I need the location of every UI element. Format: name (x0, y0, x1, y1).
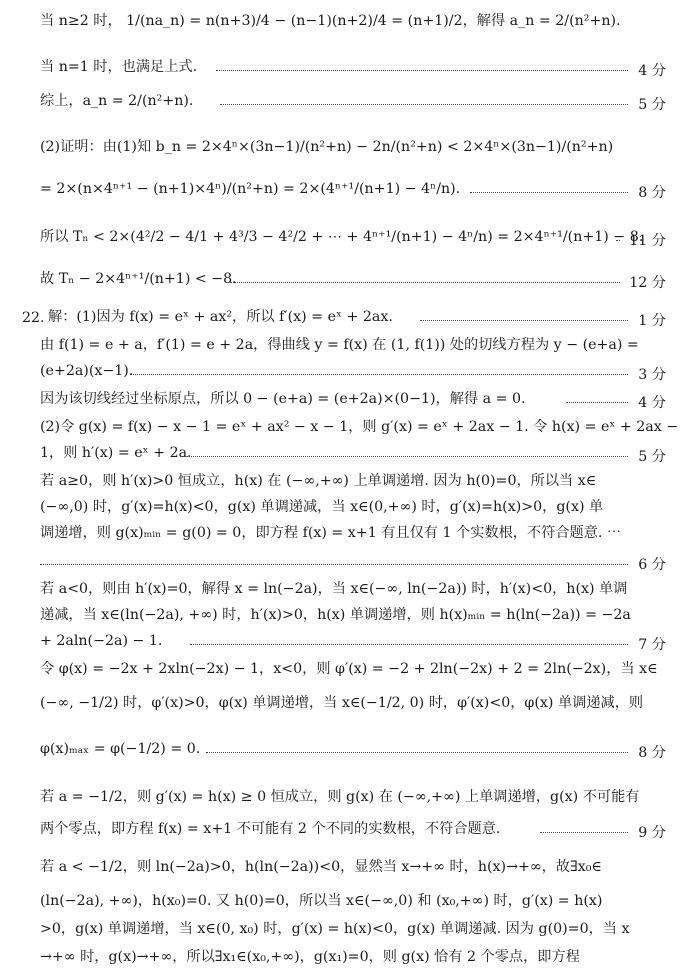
text-line: + 2aln(−2a) − 1. (40, 633, 163, 649)
text-line: 两个零点，即方程 f(x) = x+1 不可能有 2 个不同的实数根，不符合题意. (40, 821, 501, 837)
text-line: →+∞ 时，g(x)→+∞，所以∃x₁∈(x₀,+∞)，g(x₁)=0，则 g(x) 恰有 2 个零点，即方程 (40, 949, 580, 965)
text-line: (ln(−2a), +∞)，h(x₀)=0. 又 h(0)=0，所以当 x∈(−∞,0) 和 (x₀,+∞) 时，g′(x) = h(x) (40, 893, 603, 909)
text-line: 若 a < −1/2，则 ln(−2a)>0，h(ln(−2a))<0，显然当 x→+∞ 时，h(x)→+∞，故∃x₀∈ (40, 859, 602, 875)
dot-leader (420, 320, 628, 321)
score-mark: 11 分 (629, 233, 666, 249)
text-line: 若 a = −1/2，则 g′(x) = h(x) ≥ 0 恒成立，则 g(x) 在 (−∞,+∞) 上单调递增，g(x) 不可能有 (40, 789, 640, 805)
score-mark: 12 分 (629, 275, 666, 291)
score-mark: 6 分 (638, 557, 666, 573)
score-mark: 4 分 (638, 63, 666, 79)
dot-leader (216, 70, 628, 71)
text-line: 令 φ(x) = −2x + 2xln(−2x) − 1，x<0，则 φ′(x) = −2 + 2ln(−2x) + 2 = 2ln(−2x)，当 x∈ (40, 661, 658, 677)
score-mark: 8 分 (638, 745, 666, 761)
text-line: 1，则 h′(x) = eˣ + 2a. (40, 445, 192, 461)
text-line: 所以 Tₙ < 2×(4²/2 − 4/1 + 4³/3 − 4²/2 + ⋯ + 4ⁿ⁺¹/(n+1) − 4ⁿ/n) = 2×4ⁿ⁺¹/(n+1) − 8. (40, 229, 644, 245)
dot-leader (616, 240, 620, 241)
dot-leader (470, 192, 628, 193)
question-number: 22. (22, 310, 45, 326)
text-line: (e+2a)(x−1). (40, 363, 134, 379)
text-line: (2)令 g(x) = f(x) − x − 1 = eˣ + ax² − x − 1，则 g′(x) = eˣ + 2ax − 1. 令 h(x) = eˣ + 2ax − (40, 419, 679, 435)
text-line: = 2×(n×4ⁿ⁺¹ − (n+1)×4ⁿ)/(n²+n) = 2×(4ⁿ⁺¹/(n+1) − 4ⁿ/n). (40, 181, 461, 197)
text-line: 递减，当 x∈(ln(−2a), +∞) 时，h′(x)>0，h(x) 单调递增，则 h(x)ₘᵢₙ = h(ln(−2a)) = −2a (40, 607, 631, 623)
score-mark: 1 分 (638, 313, 666, 329)
score-mark: 7 分 (638, 637, 666, 653)
score-mark: 4 分 (638, 395, 666, 411)
score-mark: 9 分 (638, 825, 666, 841)
dot-leader (220, 104, 628, 105)
text-line: 综上，a_n = 2/(n²+n). (40, 93, 194, 109)
text-line: φ(x)ₘₐₓ = φ(−1/2) = 0. (40, 741, 201, 757)
text-line: 调递增，则 g(x)ₘᵢₙ = g(0) = 0，即方程 f(x) = x+1 有且仅有 1 个实数根，不符合题意. ⋯ (40, 525, 622, 541)
dot-leader (180, 456, 628, 457)
text-line: 解：(1)因为 f(x) = eˣ + ax²，所以 f′(x) = eˣ + 2ax. (48, 309, 393, 325)
text-line: 因为该切线经过坐标原点，所以 0 − (e+a) = (e+2a)×(0−1)，解得 a = 0. (40, 391, 526, 407)
text-line: 若 a<0，则由 h′(x)=0，解得 x = ln(−2a)，当 x∈(−∞, ln(−2a)) 时，h′(x)<0，h(x) 单调 (40, 581, 628, 597)
text-line: (−∞, −1/2) 时，φ′(x)>0，φ(x) 单调递增，当 x∈(−1/2, 0) 时，φ′(x)<0，φ(x) 单调递减，则 (40, 695, 644, 711)
dot-leader (130, 374, 628, 375)
text-line: 当 n≥2 时， 1/(na_n) = n(n+3)/4 − (n−1)(n+2)/4 = (n+1)/2，解得 a_n = 2/(n²+n). (40, 13, 621, 29)
dot-leader (566, 402, 628, 403)
text-line: 故 Tₙ − 2×4ⁿ⁺¹/(n+1) < −8. (40, 271, 237, 287)
score-mark: 5 分 (638, 449, 666, 465)
text-line: >0，g(x) 单调递增，当 x∈(0, x₀) 时，g′(x) = h(x)<0，g(x) 单调递减. 因为 g(0)=0，当 x (40, 921, 630, 937)
text-line: 当 n=1 时，也满足上式. (40, 59, 198, 75)
score-mark: 8 分 (638, 185, 666, 201)
text-line: 若 a≥0，则 h′(x)>0 恒成立，h(x) 在 (−∞,+∞) 上单调递增. 因为 h(0)=0，所以当 x∈ (40, 473, 597, 489)
text-line: (2)证明：由(1)知 b_n = 2×4ⁿ×(3n−1)/(n²+n) − 2n/(n²+n) < 2×4ⁿ×(3n−1)/(n²+n) (40, 139, 614, 155)
text-line: (−∞,0) 时，g′(x)=h(x)<0，g(x) 单调递减，当 x∈(0,+∞) 时，g′(x)=h(x)>0，g(x) 单 (40, 499, 604, 515)
text-line: 由 f(1) = e + a，f′(1) = e + 2a，得曲线 y = f(x) 在 (1, f(1)) 处的切线方程为 y − (e+a) = (40, 337, 639, 353)
dot-leader (40, 564, 628, 565)
score-mark: 5 分 (638, 97, 666, 113)
dot-leader (230, 282, 620, 283)
dot-leader (206, 752, 628, 753)
dot-leader (540, 832, 628, 833)
dot-leader (190, 644, 628, 645)
score-mark: 3 分 (638, 367, 666, 383)
